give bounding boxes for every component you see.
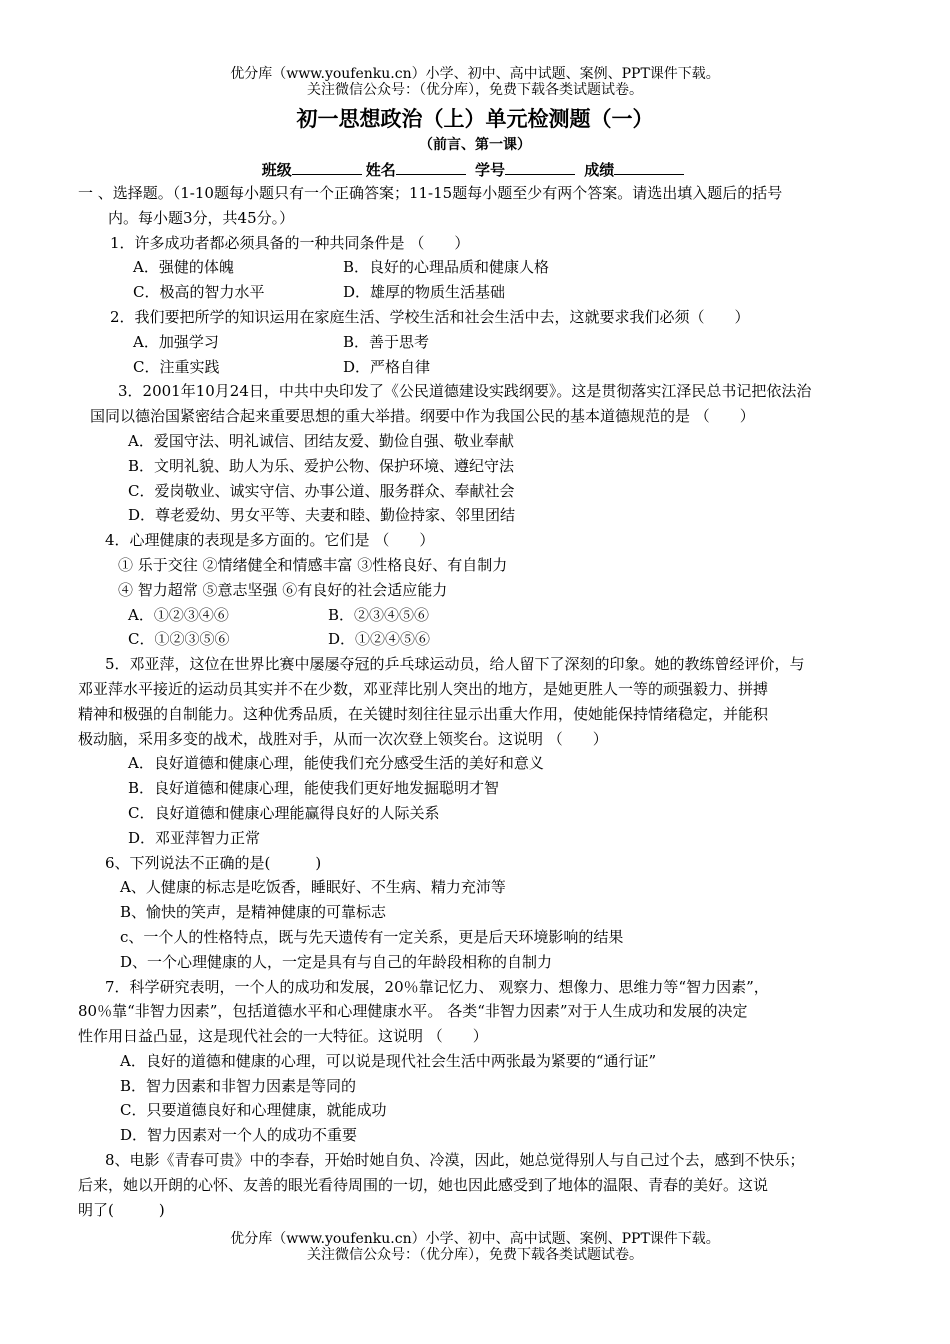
option-d[interactable]: D．邓亚萍智力正常 xyxy=(128,828,261,847)
question-8-stem-2: 后来，她以开朗的心怀、友善的眼光看待周围的一切，她也因此感受到了地体的温限、青春的美好。这说 xyxy=(78,1175,769,1194)
number-label: 学号 xyxy=(475,161,506,179)
option-b[interactable]: B．良好的心理品质和健康人格 xyxy=(343,258,550,277)
option-a[interactable]: A．爱国守法、明礼诚信、团结友爱、勤俭自强、敬业奉献 xyxy=(128,431,514,450)
student-info-line xyxy=(0,159,950,180)
question-4-items-2: ④ 智力超常 ⑤意志坚强 ⑥有良好的社会适应能力 xyxy=(118,580,448,599)
number-blank[interactable] xyxy=(505,159,575,175)
option-c[interactable]: C．极高的智力水平 xyxy=(133,283,265,302)
option-a[interactable]: A、人健康的标志是吃饭香，睡眠好、不生病、精力充沛等 xyxy=(120,878,506,897)
header-line-2: 关注微信公众号：（优分库），免费下载各类试题试卷。 xyxy=(307,82,643,98)
question-5-stem-1: 5．邓亚萍，这位在世界比赛中屡屡夺冠的乒乓球运动员，给人留下了深刻的印象。她的教练曾经评价，与 xyxy=(105,655,805,674)
option-b[interactable]: B．良好道德和健康心理，能使我们更好地发掘聪明才智 xyxy=(128,779,500,798)
question-2-stem: 2．我们要把所学的知识运用在家庭生活、学校生活和社会生活中去，这就要求我们必须（ ） xyxy=(110,307,750,326)
question-5-stem-3: 精神和极强的自制能力。这种优秀品质，在关键时刻往往显示出重大作用，使她能保持情绪稳定，并能积 xyxy=(78,704,769,723)
name-label: 姓名 xyxy=(365,161,396,179)
section-heading-cont: 内。每小题3分，共45分。） xyxy=(108,208,295,227)
question-1-options-row-2 xyxy=(78,280,884,305)
option-a[interactable]: A．①②③④⑥ xyxy=(128,605,229,624)
question-5-stem-4: 极动脑，采用多变的战术，战胜对手，从而一次次登上领奖台。这说明 （ ） xyxy=(78,729,608,748)
question-7-stem-3: 性作用日益凸显，这是现代社会的一大特征。这说明 （ ） xyxy=(78,1027,488,1046)
option-c[interactable]: C．①②③⑤⑥ xyxy=(128,630,230,649)
option-a[interactable]: A．强健的体魄 xyxy=(133,258,234,277)
page-header xyxy=(0,66,950,98)
option-c[interactable]: c、一个人的性格特点，既与先天遗传有一定关系，更是后天环境影响的结果 xyxy=(120,927,624,946)
exam-subtitle: （前言、第一课） xyxy=(419,137,531,153)
section-heading-text: 一 、选择题。（1-10题每小题只有一个正确答案；11-15题每小题至少有两个答案。请选出填入题后的括号 xyxy=(78,184,783,202)
footer-line-2: 关注微信公众号：（优分库），免费下载各类试题试卷。 xyxy=(307,1247,643,1263)
question-4-options-row-2 xyxy=(78,627,884,652)
option-a[interactable]: A．良好道德和健康心理，能使我们充分感受生活的美好和意义 xyxy=(128,754,544,773)
question-1-stem: 1．许多成功者都必须具备的一种共同条件是 （ ） xyxy=(110,233,470,252)
score-blank[interactable] xyxy=(614,159,684,175)
option-d[interactable]: D．雄厚的物质生活基础 xyxy=(343,283,506,302)
name-blank[interactable] xyxy=(396,159,466,175)
question-2-options-row-2 xyxy=(78,355,884,380)
class-label: 班级 xyxy=(261,161,292,179)
question-7-stem-2: 80％靠“非智力因素”，包括道德水平和心理健康水平。 各类“非智力因素”对于人生成功和发展的决定 xyxy=(78,1002,748,1021)
question-4-options-row-1 xyxy=(78,603,884,628)
question-4-stem: 4．心理健康的表现是多方面的。它们是 （ ） xyxy=(105,531,435,550)
option-b[interactable]: B．文明礼貌、助人为乐、爱护公物、保护环境、遵纪守法 xyxy=(128,456,515,475)
class-blank[interactable] xyxy=(292,159,362,175)
option-d[interactable]: D．①②④⑤⑥ xyxy=(328,630,431,649)
question-5-stem-2: 邓亚萍水平接近的运动员其实并不在少数，邓亚萍比别人突出的地方，是她更胜人一等的顽强毅力、拼搏 xyxy=(78,679,769,698)
option-c[interactable]: C．只要道德良好和心理健康，就能成功 xyxy=(120,1101,387,1120)
question-3-stem-2: 国同以德治国紧密结合起来重要思想的重大举措。纲要中作为我国公民的基本道德规范的是 （ ） xyxy=(90,407,755,426)
footer-line-1: 优分库（www.youfenku.cn）小学、初中、高中试题、案例、PPT课件下载。 xyxy=(230,1231,720,1247)
question-1-options-row-1 xyxy=(78,255,884,280)
option-b[interactable]: B．智力因素和非智力因素是等同的 xyxy=(120,1076,357,1095)
exam-title: 初一思想政治（上）单元检测题（一） xyxy=(296,106,654,131)
exam-body xyxy=(78,181,884,1222)
option-d[interactable]: D、一个心理健康的人，一定是具有与自己的年龄段相称的自制力 xyxy=(120,952,553,971)
question-2-options-row-1 xyxy=(78,330,884,355)
header-line-1: 优分库（www.youfenku.cn）小学、初中、高中试题、案例、PPT课件下载。 xyxy=(230,66,720,82)
option-d[interactable]: D．尊老爱幼、男女平等、夫妻和睦、勤俭持家、邻里团结 xyxy=(128,506,516,525)
option-b[interactable]: B．善于思考 xyxy=(343,332,430,351)
option-b[interactable]: B、愉快的笑声，是精神健康的可靠标志 xyxy=(120,903,387,922)
section-heading xyxy=(78,181,884,231)
option-c[interactable]: C．爱岗敬业、诚实守信、办事公道、服务群众、奉献社会 xyxy=(128,481,515,500)
option-a[interactable]: A．良好的道德和健康的心理，可以说是现代社会生活中两张最为紧要的“通行证” xyxy=(120,1051,657,1070)
option-d[interactable]: D．智力因素对一个人的成功不重要 xyxy=(120,1126,358,1145)
question-8-stem-3: 明了( ) xyxy=(78,1200,165,1219)
option-c[interactable]: C．注重实践 xyxy=(133,357,220,376)
option-c[interactable]: C．良好道德和健康心理能赢得良好的人际关系 xyxy=(128,803,440,822)
question-3-stem-1: 3．2001年10月24日，中共中央印发了《公民道德建设实践纲要》。这是贯彻落实江泽民总书记把依法治 xyxy=(118,382,812,401)
question-4-items-1: ① 乐于交往 ②情绪健全和情感丰富 ③性格良好、有自制力 xyxy=(118,555,508,574)
score-label: 成绩 xyxy=(584,161,615,179)
option-a[interactable]: A．加强学习 xyxy=(133,332,219,351)
page-footer xyxy=(0,1231,950,1263)
option-b[interactable]: B．②③④⑤⑥ xyxy=(328,605,430,624)
question-7-stem-1: 7．科学研究表明，一个人的成功和发展，20％靠记忆力、 观察力、想像力、思维力等“智力因素”， xyxy=(105,977,769,996)
question-8-stem-1: 8、电影《青春可贵》中的李春，开始时她自负、冷漠，因此，她总觉得别人与自己过个去，感到不快乐； xyxy=(105,1151,805,1170)
option-d[interactable]: D．严格自律 xyxy=(343,357,431,376)
question-6-stem: 6、下列说法不正确的是( ) xyxy=(105,853,322,872)
